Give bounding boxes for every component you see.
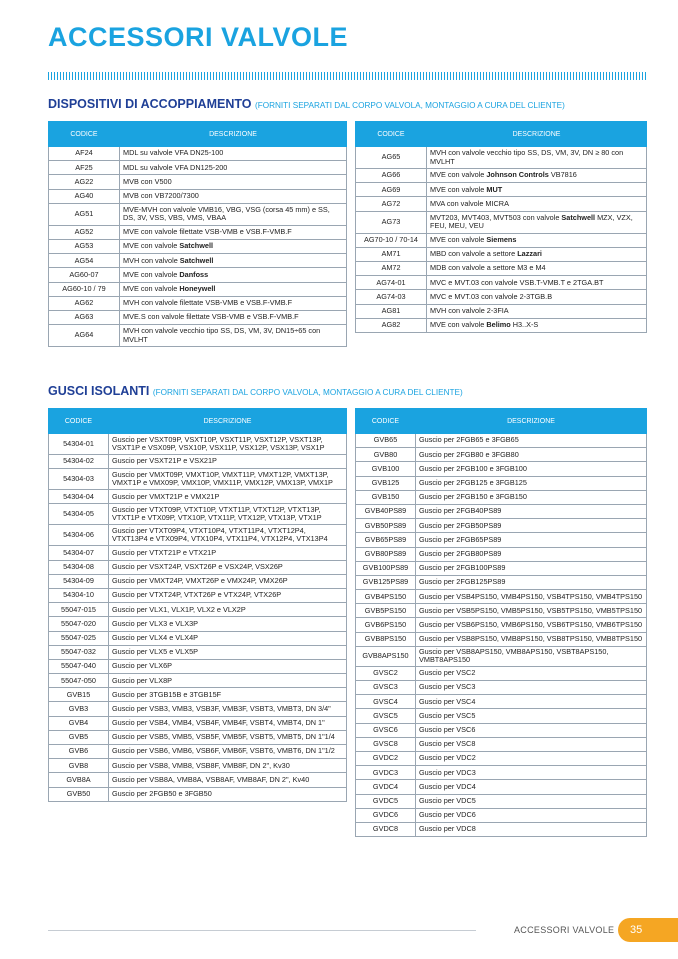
cell-description: Guscio per 2FGB65PS89 <box>416 533 647 547</box>
brand-name: MUT <box>486 184 503 194</box>
cell-description: MVE con valvole Honeywell <box>120 282 347 296</box>
table-row <box>49 773 347 787</box>
table-row <box>49 161 347 175</box>
cell-code: 54304-09 <box>49 574 109 588</box>
footer-divider <box>48 930 476 931</box>
table-row <box>356 276 647 290</box>
table-row <box>356 751 647 765</box>
cell-description: Guscio per 2FGB50PS89 <box>416 519 647 533</box>
cell-code: GVB65 <box>356 434 416 448</box>
section-heading-gusci <box>48 384 463 398</box>
cell-code: GVB8 <box>49 759 109 773</box>
cell-code: 54304-08 <box>49 560 109 574</box>
table-row <box>356 780 647 794</box>
cell-description: Guscio per VTXT09P4, VTXT10P4, VTXT11P4, VTXT12P4, VTXT13P4 e VTX09P4, VTX10P4, VTX11P4, VTX12P4, VTX13P4 <box>109 525 347 546</box>
cell-description: MVH con valvole filettate VSB-VMB e VSB.F-VMB.F <box>120 296 347 310</box>
cell-description: Guscio per VDC3 <box>416 766 647 780</box>
table-row <box>356 604 647 618</box>
cell-code: GVDC5 <box>356 794 416 808</box>
cell-code: GVB150 <box>356 490 416 504</box>
table-row <box>49 268 347 282</box>
cell-code: 55047-025 <box>49 631 109 645</box>
cell-code: GVDC4 <box>356 780 416 794</box>
table-row <box>49 254 347 268</box>
table-row <box>356 197 647 211</box>
table-row <box>49 504 347 525</box>
table-row <box>356 261 647 275</box>
cell-description: Guscio per VTXT09P, VTXT10P, VTXT11P, VTXT12P, VTXT13P, VTXT1P e VTX09P, VTX10P, VTX11P, VTX12P, VTX13P, VTX1P <box>109 504 347 525</box>
table-row <box>49 560 347 574</box>
table-row <box>356 681 647 695</box>
cell-description: Guscio per VMXT09P, VMXT10P, VMXT11P, VMXT12P, VMXT13P, VMXT1P e VMX09P, VMX10P, VMX11P, VMX12P, VMX13P, VMX1P <box>109 469 347 490</box>
cell-code: AG70-10 / 70-14 <box>356 233 427 247</box>
cell-code: AG60-07 <box>49 268 120 282</box>
cell-code: GVB4 <box>49 716 109 730</box>
cell-description: Guscio per VSB4PS150, VMB4PS150, VSB4TPS150, VMB4TPS150 <box>416 590 647 604</box>
section-note: (FORNITI SEPARATI DAL CORPO VALVOLA, MONTAGGIO A CURA DEL CLIENTE) <box>152 388 463 397</box>
cell-code: AG72 <box>356 197 427 211</box>
brand-name: Satchwell <box>179 255 214 265</box>
cell-code: AG54 <box>49 254 120 268</box>
table-row <box>356 504 647 518</box>
cell-code: GVDC8 <box>356 822 416 836</box>
cell-description: Guscio per VTXT21P e VTX21P <box>109 546 347 560</box>
cell-description: Guscio per VLX5 e VLX5P <box>109 645 347 659</box>
brand-name: Danfoss <box>179 269 209 279</box>
cell-description: MVE con valvole Satchwell <box>120 239 347 253</box>
table-row <box>356 490 647 504</box>
table-row <box>356 618 647 632</box>
table-row <box>49 147 347 161</box>
cell-description: MVE con valvole Johnson Controls VB7816 <box>427 169 647 183</box>
cell-code: GVSC6 <box>356 723 416 737</box>
table-row <box>356 547 647 561</box>
cell-code: AG22 <box>49 175 120 189</box>
table-row <box>49 455 347 469</box>
section-heading-dispositivi <box>48 97 565 111</box>
cell-description: Guscio per VLX1, VLX1P, VLX2 e VLX2P <box>109 603 347 617</box>
cell-code: GVB4PS150 <box>356 590 416 604</box>
cell-description: Guscio per VSXT21P e VSX21P <box>109 455 347 469</box>
table-row <box>49 688 347 702</box>
table-row <box>49 574 347 588</box>
cell-description: Guscio per VSB5, VMB5, VSB5F, VMB5F, VSBT5, VMBT5, DN 1"1/4 <box>109 730 347 744</box>
table-row <box>356 737 647 751</box>
cell-description: Guscio per VSB8, VMB8, VSB8F, VMB8F, DN 2", Kv30 <box>109 759 347 773</box>
dotted-divider <box>48 72 646 80</box>
cell-code: 55047-032 <box>49 645 109 659</box>
cell-description: Guscio per 3TGB15B e 3TGB15F <box>109 688 347 702</box>
table-row <box>356 561 647 575</box>
table-row <box>356 290 647 304</box>
cell-code: GVSC3 <box>356 681 416 695</box>
cell-description: Guscio per VMXT24P, VMXT26P e VMX24P, VMX26P <box>109 574 347 588</box>
cell-description: MBD con valvole a settore Lazzari <box>427 247 647 261</box>
cell-code: AG82 <box>356 318 427 332</box>
cell-code: GVB8APS150 <box>356 646 416 666</box>
cell-code: GVB6PS150 <box>356 618 416 632</box>
cell-code: 55047-015 <box>49 603 109 617</box>
brand-name: Johnson Controls <box>486 170 549 180</box>
table-row <box>49 325 347 347</box>
cell-description: Guscio per VSB3, VMB3, VSB3F, VMB3F, VSBT3, VMBT3, DN 3/4" <box>109 702 347 716</box>
cell-code: AG66 <box>356 169 427 183</box>
cell-code: GVB65PS89 <box>356 533 416 547</box>
cell-description: MVC e MVT.03 con valvole VSB.T-VMB.T e 2TGA.BT <box>427 276 647 290</box>
cell-code: AF25 <box>49 161 120 175</box>
cell-code: 55047-050 <box>49 674 109 688</box>
cell-code: GVB6 <box>49 745 109 759</box>
brand-name: Satchwell <box>561 212 596 222</box>
table-row <box>49 787 347 801</box>
cell-code: GVSC2 <box>356 666 416 680</box>
cell-description: Guscio per VTXT24P, VTXT26P e VTX24P, VTX26P <box>109 588 347 602</box>
cell-code: AG73 <box>356 211 427 233</box>
cell-code: AG81 <box>356 304 427 318</box>
cell-description: MDL su valvole VFA DN125-200 <box>120 161 347 175</box>
table-row <box>356 709 647 723</box>
cell-description: Guscio per VSC2 <box>416 666 647 680</box>
cell-description: Guscio per 2FGB100 e 3FGB100 <box>416 462 647 476</box>
table-row <box>49 225 347 239</box>
table-row <box>356 822 647 836</box>
cell-code: AG40 <box>49 189 120 203</box>
table-row <box>356 632 647 646</box>
cell-description: MVB con V500 <box>120 175 347 189</box>
cell-description: MVE-MVH con valvole VMB16, VBG, VSG (corsa 45 mm) e SS, DS, 3V, VSS, VBS, VMS, VBAA <box>120 203 347 225</box>
cell-code: GVSC8 <box>356 737 416 751</box>
cell-code: GVB40PS89 <box>356 504 416 518</box>
table-row <box>49 759 347 773</box>
table-gusci-left <box>48 408 347 802</box>
cell-code: 54304-01 <box>49 434 109 455</box>
cell-description: Guscio per VSC3 <box>416 681 647 695</box>
table-row <box>356 169 647 183</box>
cell-description: Guscio per 2FGB150 e 3FGB150 <box>416 490 647 504</box>
table-row <box>49 490 347 504</box>
table-row <box>356 147 647 169</box>
brand-name: Honeywell <box>179 283 216 293</box>
cell-code: AF24 <box>49 147 120 161</box>
cell-description: MDL su valvole VFA DN25-100 <box>120 147 347 161</box>
table-row <box>356 304 647 318</box>
cell-description: Guscio per VMXT21P e VMX21P <box>109 490 347 504</box>
cell-description: Guscio per 2FGB125 e 3FGB125 <box>416 476 647 490</box>
cell-description: MVE con valvole filettate VSB-VMB e VSB.F-VMB.F <box>120 225 347 239</box>
table-row <box>49 310 347 324</box>
table-row <box>356 211 647 233</box>
table-row <box>356 434 647 448</box>
header-description: DESCRIZIONE <box>109 409 347 434</box>
table-dispositivi-left <box>48 121 347 347</box>
cell-code: GVB80PS89 <box>356 547 416 561</box>
cell-description: Guscio per VDC4 <box>416 780 647 794</box>
cell-description: Guscio per 2FGB40PS89 <box>416 504 647 518</box>
cell-description: Guscio per VSB5PS150, VMB5PS150, VSB5TPS150, VMB5TPS150 <box>416 604 647 618</box>
table-row <box>49 588 347 602</box>
cell-code: GVB125PS89 <box>356 575 416 589</box>
cell-description: Guscio per VLX4 e VLX4P <box>109 631 347 645</box>
table-row <box>49 745 347 759</box>
cell-description: Guscio per VLX3 e VLX3P <box>109 617 347 631</box>
header-code: CODICE <box>49 409 109 434</box>
cell-code: GVDC6 <box>356 808 416 822</box>
cell-description: MVE.S con valvole filettate VSB-VMB e VSB.F-VMB.F <box>120 310 347 324</box>
table-row <box>356 462 647 476</box>
table-row <box>49 674 347 688</box>
cell-description: MVH con valvole Satchwell <box>120 254 347 268</box>
table-row <box>49 617 347 631</box>
cell-code: GVDC3 <box>356 766 416 780</box>
table-row <box>49 659 347 673</box>
cell-description: Guscio per VSB6, VMB6, VSB6F, VMB6F, VSBT6, VMBT6, DN 1"1/2 <box>109 745 347 759</box>
cell-description: MDB con valvole a settore M3 e M4 <box>427 261 647 275</box>
table-row <box>49 296 347 310</box>
cell-description: Guscio per VDC8 <box>416 822 647 836</box>
cell-description: Guscio per VLX6P <box>109 659 347 673</box>
cell-code: AG60-10 / 79 <box>49 282 120 296</box>
footer-title: ACCESSORI VALVOLE <box>514 925 615 935</box>
header-description: DESCRIZIONE <box>427 122 647 147</box>
header-description: DESCRIZIONE <box>120 122 347 147</box>
cell-description: MVH con valvole vecchio tipo SS, DS, VM, 3V, DN ≥ 80 con MVLHT <box>427 147 647 169</box>
cell-description: MVE con valvole MUT <box>427 183 647 197</box>
cell-code: AG62 <box>49 296 120 310</box>
cell-description: Guscio per VDC6 <box>416 808 647 822</box>
cell-description: Guscio per VSXT09P, VSXT10P, VSXT11P, VSXT12P, VSXT13P, VSXT1P e VSX09P, VSX10P, VSX11P, VSX12P, VSX13P, VSX1P <box>109 434 347 455</box>
table-row <box>49 716 347 730</box>
table-row <box>356 723 647 737</box>
cell-code: AG53 <box>49 239 120 253</box>
cell-code: 55047-040 <box>49 659 109 673</box>
cell-description: MVH con valvole 2-3FIA <box>427 304 647 318</box>
cell-description: Guscio per 2FGB100PS89 <box>416 561 647 575</box>
cell-description: MVH con valvole vecchio tipo SS, DS, VM, 3V, DN15÷65 con MVLHT <box>120 325 347 347</box>
section-note: (FORNITI SEPARATI DAL CORPO VALVOLA, MONTAGGIO A CURA DEL CLIENTE) <box>254 101 565 110</box>
cell-code: AG65 <box>356 147 427 169</box>
table-row <box>49 546 347 560</box>
table-gusci-right <box>355 408 647 837</box>
cell-description: Guscio per 2FGB50 e 3FGB50 <box>109 787 347 801</box>
cell-description: MVE con valvole Danfoss <box>120 268 347 282</box>
table-row <box>49 525 347 546</box>
table-row <box>356 695 647 709</box>
cell-code: GVSC4 <box>356 695 416 709</box>
table-row <box>49 603 347 617</box>
table-row <box>356 533 647 547</box>
cell-description: Guscio per VSB8A, VMB8A, VSB8AF, VMB8AF, DN 2", Kv40 <box>109 773 347 787</box>
table-row <box>356 233 647 247</box>
cell-code: AG52 <box>49 225 120 239</box>
cell-description: MVE con valvole Siemens <box>427 233 647 247</box>
cell-code: 55047-020 <box>49 617 109 631</box>
cell-description: Guscio per VSB6PS150, VMB6PS150, VSB6TPS150, VMB6TPS150 <box>416 618 647 632</box>
cell-code: AG74-01 <box>356 276 427 290</box>
cell-description: Guscio per VDC2 <box>416 751 647 765</box>
table-row <box>356 590 647 604</box>
cell-description: Guscio per VSC6 <box>416 723 647 737</box>
cell-description: MVT203, MVT403, MVT503 con valvole Satchwell MZX, VZX, FEU, MEU, VEU <box>427 211 647 233</box>
cell-code: GVSC5 <box>356 709 416 723</box>
header-description: DESCRIZIONE <box>416 409 647 434</box>
cell-code: GVB5 <box>49 730 109 744</box>
cell-code: GVB15 <box>49 688 109 702</box>
cell-code: GVB50 <box>49 787 109 801</box>
table-row <box>49 203 347 225</box>
table-row <box>356 808 647 822</box>
brand-name: Belimo <box>486 320 511 330</box>
cell-code: 54304-04 <box>49 490 109 504</box>
header-code: CODICE <box>356 122 427 147</box>
table-row <box>356 247 647 261</box>
table-row <box>356 318 647 332</box>
table-row <box>49 175 347 189</box>
cell-description: Guscio per VSC8 <box>416 737 647 751</box>
cell-description: Guscio per 2FGB65 e 3FGB65 <box>416 434 647 448</box>
cell-description: MVA con valvole MICRA <box>427 197 647 211</box>
table-row <box>356 519 647 533</box>
cell-code: AM72 <box>356 261 427 275</box>
brand-name: Lazzari <box>517 249 542 259</box>
table-row <box>356 666 647 680</box>
table-row <box>49 189 347 203</box>
cell-code: AG51 <box>49 203 120 225</box>
cell-description: MVB con VB7200/7300 <box>120 189 347 203</box>
cell-code: GVB8A <box>49 773 109 787</box>
cell-description: Guscio per VSC4 <box>416 695 647 709</box>
table-dispositivi-right <box>355 121 647 333</box>
page-number-badge: 35 <box>618 918 678 942</box>
cell-description: Guscio per VSXT24P, VSXT26P e VSX24P, VSX26P <box>109 560 347 574</box>
table-row <box>356 476 647 490</box>
cell-code: GVB8PS150 <box>356 632 416 646</box>
section-title: GUSCI ISOLANTI <box>48 384 150 398</box>
cell-description: Guscio per VSB4, VMB4, VSB4F, VMB4F, VSBT4, VMBT4, DN 1" <box>109 716 347 730</box>
cell-code: 54304-03 <box>49 469 109 490</box>
cell-code: 54304-10 <box>49 588 109 602</box>
section-title: DISPOSITIVI DI ACCOPPIAMENTO <box>48 97 252 111</box>
cell-code: GVB125 <box>356 476 416 490</box>
brand-name: Satchwell <box>179 241 214 251</box>
cell-code: GVB50PS89 <box>356 519 416 533</box>
table-row <box>49 702 347 716</box>
cell-code: AM71 <box>356 247 427 261</box>
table-row <box>356 794 647 808</box>
cell-code: GVB100PS89 <box>356 561 416 575</box>
table-row <box>49 645 347 659</box>
cell-description: Guscio per 2FGB80PS89 <box>416 547 647 561</box>
cell-code: AG63 <box>49 310 120 324</box>
table-row <box>49 434 347 455</box>
cell-description: Guscio per VSB8PS150, VMB8PS150, VSB8TPS150, VMB8TPS150 <box>416 632 647 646</box>
cell-description: Guscio per VSC5 <box>416 709 647 723</box>
cell-code: GVB3 <box>49 702 109 716</box>
cell-description: MVE con valvole Belimo H3..X-S <box>427 318 647 332</box>
cell-code: GVB100 <box>356 462 416 476</box>
table-row <box>356 646 647 666</box>
table-row <box>49 730 347 744</box>
cell-code: 54304-02 <box>49 455 109 469</box>
cell-description: MVC e MVT.03 con valvole 2-3TGB.B <box>427 290 647 304</box>
cell-code: 54304-05 <box>49 504 109 525</box>
brand-name: Siemens <box>486 235 517 245</box>
table-row <box>49 469 347 490</box>
table-row <box>356 766 647 780</box>
cell-description: Guscio per VSB8APS150, VMB8APS150, VSBT8APS150, VMBT8APS150 <box>416 646 647 666</box>
cell-description: Guscio per 2FGB125PS89 <box>416 575 647 589</box>
table-row <box>49 239 347 253</box>
cell-code: AG69 <box>356 183 427 197</box>
table-row <box>49 631 347 645</box>
cell-code: 54304-07 <box>49 546 109 560</box>
cell-description: Guscio per VLX8P <box>109 674 347 688</box>
cell-code: GVDC2 <box>356 751 416 765</box>
header-code: CODICE <box>49 122 120 147</box>
cell-code: AG74-03 <box>356 290 427 304</box>
cell-description: Guscio per 2FGB80 e 3FGB80 <box>416 448 647 462</box>
header-code: CODICE <box>356 409 416 434</box>
cell-code: AG64 <box>49 325 120 347</box>
cell-code: GVB80 <box>356 448 416 462</box>
cell-description: Guscio per VDC5 <box>416 794 647 808</box>
table-row <box>356 183 647 197</box>
table-row <box>49 282 347 296</box>
cell-code: 54304-06 <box>49 525 109 546</box>
table-row <box>356 448 647 462</box>
page-title: ACCESSORI VALVOLE <box>48 22 349 52</box>
table-row <box>356 575 647 589</box>
cell-code: GVB5PS150 <box>356 604 416 618</box>
